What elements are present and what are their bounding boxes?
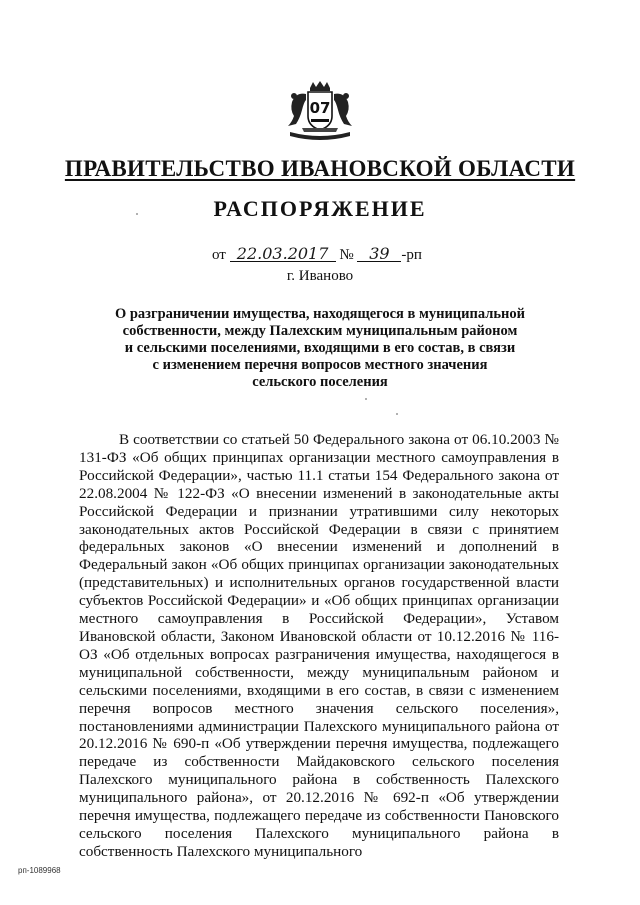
subject-line: О разграничении имущества, находящегося в муниципальной <box>114 306 526 322</box>
handwritten-number: 39 <box>357 247 401 262</box>
document-type: РАСПОРЯЖЕНИЕ <box>213 196 427 221</box>
date-from-label: от <box>212 247 226 263</box>
government-name: ПРАВИТЕЛЬСТВО ИВАНОВСКОЙ ОБЛАСТИ <box>64 156 576 181</box>
handwritten-date: 22.03.2017 <box>230 247 336 262</box>
subject-line: собственности, между Палехским муниципальным районом <box>122 323 518 339</box>
body-text <box>79 431 559 861</box>
body-paragraph: В соответствии со статьей 50 Федерального закона от 06.10.2003 № 131-ФЗ «Об общих принципах организации местного самоуправления в Российской Федерации», частью 11.1 статьи 154 Федерального закона от 22.08.2004 № 122-ФЗ «О внесении изменений в законодательные акты Российской Федерации и признании утратившими силу некоторых законодательных актов Российской Федерации в связи с принятием федеральных законов «О внесении изменений и дополнений в Федеральный закон «Об общих принципах организации законодательных (представительных) и исполнительных органов государственной власти субъектов Российской Федерации» и «Об общих принципах организации местного самоуправления в Российской Федерации», Уставом Ивановской области, Законом Ивановской области от 10.12.2016 № 116-ОЗ «Об отдельных вопросах разграничения имущества, находящегося в муниципальной собственности, между муниципальным районом и сельскими поселениями, входящими в его состав, в связи с изменением перечня вопросов местного значения сельского поселения», постановлениями администрации Палехского муниципального района от 20.12.2016 № 690-п «Об утверждении перечня имущества, подлежащего передаче из собственности Майдаковского сельского поселения Палехского муниципального района в собственность Палехского муниципального района», от 20.12.2016 № 692-п «Об утверждении перечня имущества, подлежащего передаче из собственности Пановского сельского поселения Палехского муниципального района в собственность Палехского муниципального <box>79 431 559 860</box>
scan-speck <box>396 413 398 415</box>
date-number-line <box>212 244 422 264</box>
number-suffix: -рп <box>401 247 422 263</box>
subject-title <box>0 306 640 391</box>
number-label: № <box>339 247 354 263</box>
scan-speck <box>136 213 138 215</box>
ivanovo-region-coat-of-arms-icon <box>282 80 358 142</box>
city: г. Иваново <box>286 268 354 284</box>
scan-speck <box>365 398 367 400</box>
subject-line: с изменением перечня вопросов местного значения <box>152 357 488 373</box>
svg-text:07: 07 <box>309 99 331 117</box>
document-code: рп-1089968 <box>18 866 61 875</box>
subject-line: и сельскими поселениями, входящими в его состав, в связи <box>124 340 516 356</box>
subject-line: сельского поселения <box>252 374 388 390</box>
